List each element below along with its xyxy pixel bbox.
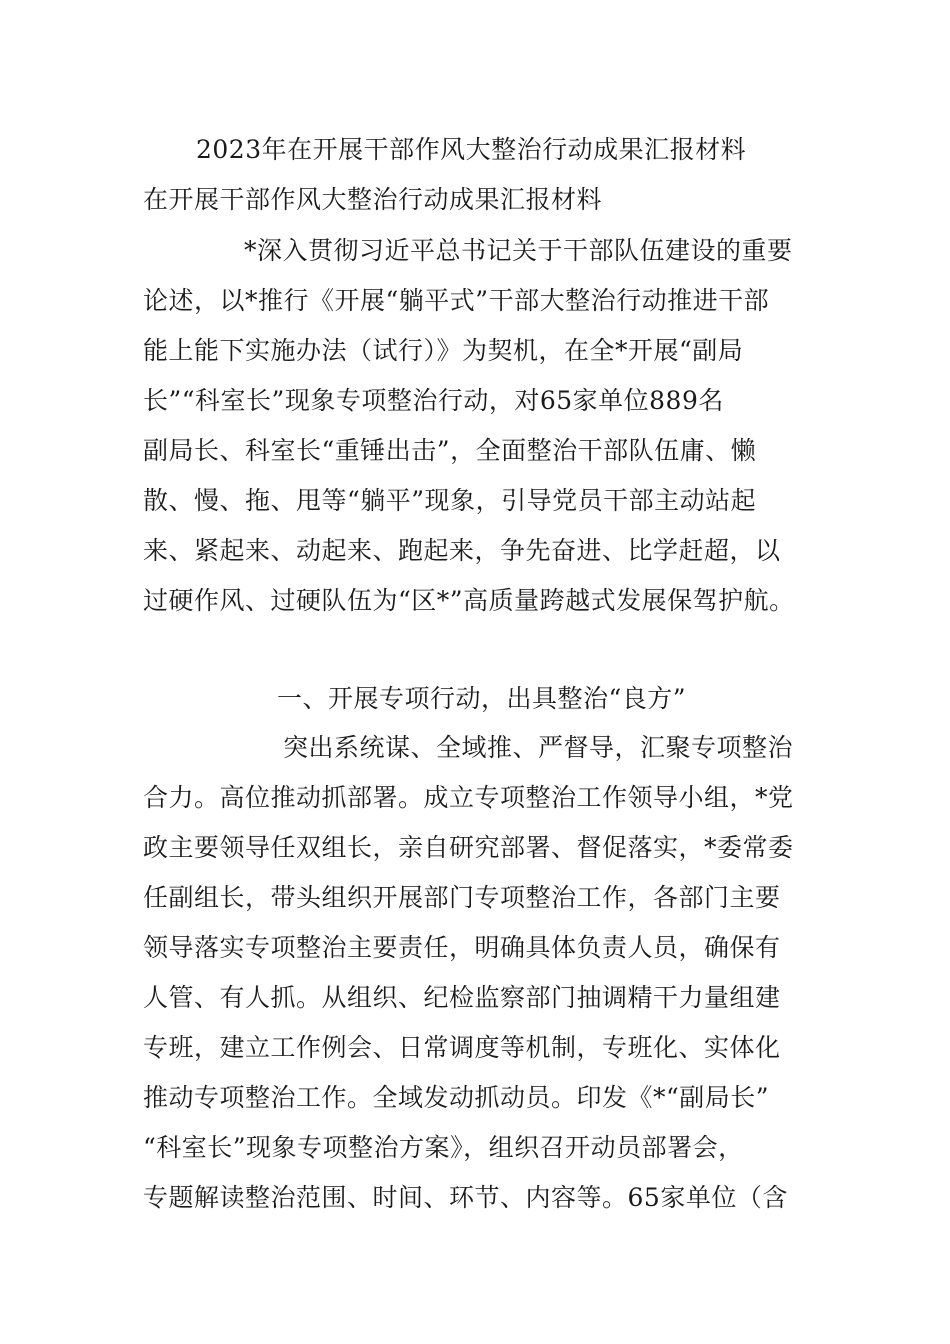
- body-line: 专题解读整治范围、时间、环节、内容等。65家单位（含: [143, 1183, 788, 1212]
- body-line: 任副组长，带头组织开展部门专项整治工作，各部门主要: [143, 883, 781, 912]
- intro-line: 散、慢、拖、甩等“躺平”现象，引导党员干部主动站起: [143, 486, 757, 515]
- body-line: 突出系统谋、全域推、严督导，汇聚专项整治: [283, 733, 794, 762]
- body-line: “科室长”现象专项整治方案》，组织召开动员部署会，: [143, 1133, 744, 1162]
- intro-line: *深入贯彻习近平总书记关于干部队伍建设的重要: [244, 236, 793, 265]
- body-line: 合力。高位推动抓部署。成立专项整治工作领导小组，*党: [143, 783, 794, 812]
- body-line: 领导落实专项整治主要责任，明确具体负责人员，确保有: [143, 933, 781, 962]
- body-line: 人管、有人抓。从组织、纪检监察部门抽调精干力量组建: [143, 983, 781, 1012]
- intro-line: 论述，以*推行《开展“躺平式”干部大整治行动推进干部: [143, 286, 770, 315]
- body-line: 推动专项整治工作。全域发动抓动员。印发《*“副局长”: [143, 1083, 770, 1112]
- body-line: 政主要领导任双组长，亲自研究部署、督促落实，*委常委: [143, 833, 794, 862]
- document-title: 2023年在开展干部作风大整治行动成果汇报材料: [196, 135, 747, 164]
- document-subtitle: 在开展干部作风大整治行动成果汇报材料: [143, 185, 603, 214]
- intro-line: 来、紧起来、动起来、跑起来，争先奋进、比学赶超，以: [143, 536, 781, 565]
- body-line: 专班，建立工作例会、日常调度等机制，专班化、实体化: [143, 1033, 781, 1062]
- intro-line: 长”“科室长”现象专项整治行动，对65家单位889名: [143, 386, 724, 415]
- intro-line: 过硬作风、过硬队伍为“区*”高质量跨越式发展保驾护航。: [143, 586, 795, 615]
- intro-line: 副局长、科室长“重锤出击”，全面整治干部队伍庸、懒: [143, 436, 757, 465]
- section-heading: 一、开展专项行动，出具整治“良方”: [277, 684, 687, 713]
- intro-line: 能上能下实施办法（试行）》为契机，在全*开展“副局: [143, 336, 744, 365]
